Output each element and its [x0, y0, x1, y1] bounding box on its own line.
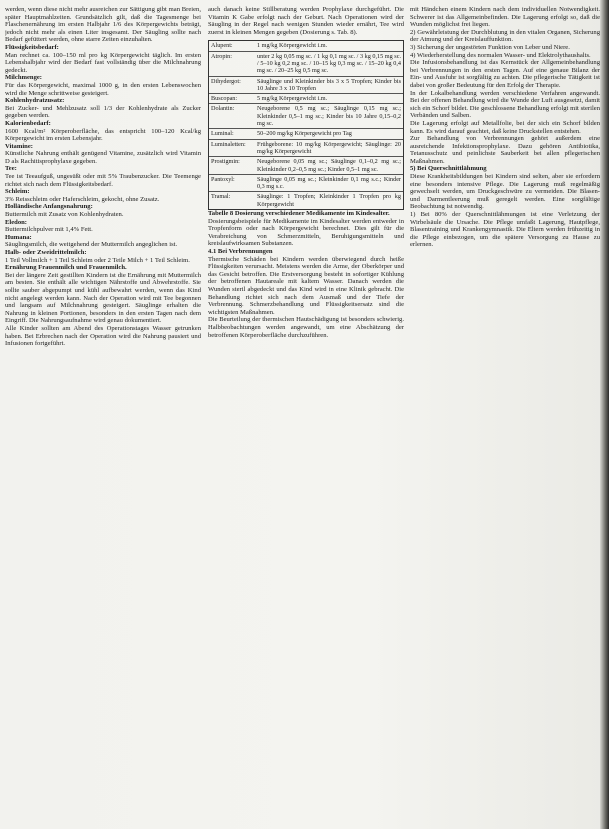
table-row: [209, 191, 403, 209]
section-heading: 4.1 Bei Verbrennungen: [208, 247, 273, 255]
dosage-cell: Säuglinge 0,05 mg sc.; Kleinkinder 0,1 mg s.c.; Kinder 0,3 mg s.c.: [257, 175, 401, 191]
dosage-cell: 50–200 mg/kg Körpergewicht pro Tag: [257, 130, 352, 138]
dosage-cell: Säuglinge: 1 Tropfen; Kleinkinder 1 Tropfen pro kg Körpergewicht: [257, 193, 401, 208]
section-heading: Vitamine:: [5, 142, 33, 150]
table-row: [209, 76, 403, 94]
paragraph: Die Lagerung erfolgt auf Metallfolie, bei der sich ein Schorf bilden kann. Es wird darauf geachtet, daß keine Druckstellen entstehen.: [410, 119, 600, 135]
dosage-cell: Säuglinge und Kleinkinder bis 3 x 5 Tropfen; Kinder bis 10 Jahre 3 x 10 Tropfen: [257, 77, 401, 92]
paragraph: 3) Sicherung der ungestörten Funktion von Leber und Niere.: [410, 43, 570, 51]
table-row: [209, 41, 403, 50]
paragraph: Bei Zucker- und Mehlzusatz soll 1/3 der Kohlenhydrate als Zucker gegeben werden.: [5, 104, 201, 120]
text-column-right: [410, 6, 600, 821]
dosage-cell: Neugeborene 0,05 mg sc.; Säuglinge 0,1–0,2 mg sc.; Kleinkinder 0,2–0,5 mg sc.; Kinder 0,5–1 mg sc.: [257, 158, 401, 173]
paragraph: 1600 Kcal/m² Körperoberfläche, das entspricht 100–120 Kcal/kg Körpergewicht im ersten Lebensjahr.: [5, 127, 201, 143]
page-binding-edge: [600, 0, 609, 829]
paragraph: Thermische Schäden bei Kindern werden überwiegend durch heiße Flüssigkeiten verursacht. Meistens werden die Arme, der Oberkörper und das Gesicht betroffen. Die Erstversorgung besteht in sofortiger Kühlung der betroffenen Hautareale mit kaltem Wasser. Danach werden die Wunden steril abgedeckt und das Kind wird in eine Klinik gebracht. Die Behandlung richtet sich nach dem Ausmaß und der Tiefe der Verbrennung. Schmerzbehandlung und Flüssigkeitsersatz sind die wichtigsten Maßnahmen.: [208, 255, 404, 316]
text-column-left: [5, 6, 201, 821]
paragraph: 4) Wiederherstellung des normalen Wasser- und Elektrolythaushalts.: [410, 51, 591, 59]
table-row: [209, 93, 403, 103]
paragraph: Buttermilch mit Zusatz von Kohlenhydraten.: [5, 211, 124, 219]
drug-name-cell: Luminaletten:: [211, 140, 246, 148]
drug-name-cell: Tramal:: [211, 193, 231, 201]
section-heading: Eledon:: [5, 218, 27, 226]
dosage-cell: Neugeborene 0,5 mg sc.; Säuglinge 0,15 mg sc.; Kleinkinder 0,5–1 mg sc.; Kinder bis 10 Jahre 0,15–0,2 mg sc.: [257, 105, 401, 128]
table-row: [209, 174, 403, 192]
paragraph: auch danach keine Stillberatung werden Prophylaxe durchgeführt. Die Vitamin K Gabe erfolgt nach der Geburt. Nach Operationen wird der Säugling in der Regel nach wenigen Stunden wieder ernährt, Tee wird zuerst in kleinen Mengen gegeben (Dosierung s. Tab. 8).: [208, 6, 404, 36]
section-heading: Halb- oder Zweidrittelmilch:: [5, 249, 87, 256]
paragraph: 3% Reisschleim oder Haferschleim, gekocht, ohne Zusatz.: [5, 195, 160, 203]
section-heading: Kalorienbedarf:: [5, 119, 51, 127]
paragraph: werden, wenn diese nicht mehr ausreichen zur Sättigung gibt man Breien, später Hauptmahlzeiten. Grundsätzlich gilt, daß die Tagesmenge bei Flaschenernährung im ersten Halbjahr 1/6 des Körpergewichts beträgt, jedoch nicht mehr als einen Liter insgesamt. Der Säugling sollte nach Bedarf gefüttert werden, ohne starre Zeiten einzuhalten.: [5, 6, 201, 44]
table-row: [209, 156, 403, 174]
dosage-cell: Frühgeborene: 10 mg/kg Körpergewicht; Säuglinge: 20 mg/kg Körpergewicht: [257, 140, 401, 155]
paragraph: Säuglingsmilch, die weitgehend der Muttermilch angeglichen ist.: [5, 241, 178, 249]
paragraph: Man rechnet ca. 100–150 ml pro kg Körpergewicht täglich. Im ersten Lebenshalbjahr wird der Bedarf fast vollständig über die Milchnahrung gedeckt.: [5, 51, 201, 74]
paragraph: Tee ist Teeaufguß, ungesüßt oder mit 5% Traubenzucker. Die Teemenge richtet sich nach dem Flüssigkeitsbedarf.: [5, 173, 201, 188]
drug-name-cell: Atropin:: [211, 52, 232, 60]
drug-name-cell: Pantoxyl:: [211, 175, 235, 183]
paragraph: Bei der längere Zeit gestillten Kindern ist die Ernährung mit Muttermilch am besten. Sie enthält alle wichtigen Nährstoffe und Abwehrstoffe. Sie sollte sauber abgepumpt und kühl aufbewahrt werden, wenn das Kind nicht angelegt werden kann. Nach der Operation wird mit Tee begonnen und langsam auf Milchnahrung gesteigert. Säuglinge erhalten die Nahrung in kleinen Portionen, besonders in den ersten Tagen nach dem Eingriff. Die Nahrungsaufnahme wird genau dokumentiert.: [5, 271, 201, 325]
section-heading: Schleim:: [5, 188, 30, 196]
drug-name-cell: Luminal:: [211, 130, 234, 138]
section-heading: Flüssigkeitsbedarf:: [5, 43, 59, 51]
section-heading: Milchmenge:: [5, 74, 42, 82]
table-row: [209, 51, 403, 76]
section-heading: Kohlenhydratzusatz:: [5, 97, 65, 105]
paragraph: 1 Teil Vollmilch + 1 Teil Schleim oder 2 Teile Milch + 1 Teil Schleim.: [5, 256, 190, 264]
paragraph: Für das Körpergewicht, maximal 1000 g, in den ersten Lebenswochen wird die Menge schrittweise gesteigert.: [5, 81, 201, 97]
drug-name-cell: Dihydergot:: [211, 77, 241, 85]
drug-name-cell: Alupent:: [211, 42, 233, 50]
section-heading: Holländische Anfangsnahrung:: [5, 203, 93, 211]
paragraph: Buttermilchpulver mit 1,4% Fett.: [5, 226, 93, 234]
dosage-table: [208, 40, 404, 210]
drug-name-cell: Buscopan:: [211, 95, 238, 103]
drug-name-cell: Prostigmin:: [211, 158, 240, 166]
text-column-middle: [208, 6, 404, 821]
dosage-cell: 1 mg/kg Körpergewicht i.m.: [257, 42, 328, 50]
dosage-cell: unter 2 kg 0,05 mg sc. / 1 kg 0,1 mg sc. / 3 kg 0,15 mg sc. / 5–10 kg 0,2 mg sc. / 10–15 kg 0,3 mg sc. / 15–20 kg 0,4 mg sc. / 20–25 kg 0,5 mg sc.: [257, 52, 401, 75]
paragraph: Die Beurteilung der thermischen Hautschädigung ist besonders schwierig. Halbbeobachtungen werden angewandt, um eine Abschätzung der betroffenen Körperoberfläche durchzuführen.: [208, 316, 404, 339]
paragraph: 1) Bei 80% der Querschnittlähmungen ist eine Verletzung der Wirbelsäule die Ursache. Die Pflege umfaßt Lagerung, Hautpflege, Blasentraining und Krankengymnastik. Die Eltern werden frühzeitig in die Pflege einbezogen, um die spätere Versorgung zu Hause zu erlernen.: [410, 211, 600, 249]
table-caption: Tabelle 8 Dosierung verschiedener Medikamente im Kindesalter.: [208, 210, 390, 218]
paragraph: Künstliche Nahrung enthält genügend Vitamine, zusätzlich wird Vitamin D als Rachitisprophylaxe gegeben.: [5, 150, 201, 165]
section-heading: Tee:: [5, 165, 17, 173]
drug-name-cell: Dolantin:: [211, 105, 235, 113]
section-heading: Humana:: [5, 233, 32, 241]
table-row: [209, 139, 403, 157]
paragraph: mit Händchen einem Kindern nach dem individuellen Notwendigkeit. Schwerer ist das Allgemeinbefinden. Die Lagerung erfolgt so, daß die Wunden möglichst frei liegen.: [410, 6, 600, 29]
section-heading: 5) Bei Querschnittlähmung: [410, 165, 487, 173]
paragraph: 2) Gewährleistung der Durchblutung in den vitalen Organen, Sicherung der Atmung und der Kreislauffunktion.: [410, 28, 600, 44]
paragraph: Dosierungsbeispiele für Medikamente im Kindesalter werden entweder in Tropfenform oder nach Körpergewicht berechnet. Dies gilt für die Verabreichung von Schmerzmitteln, Beruhigungsmitteln und kreislaufwirksamen Substanzen.: [208, 217, 404, 248]
paragraph: Zur Behandlung von Verbrennungen gehört außerdem eine ausreichende Infektionsprophylaxe. Dazu gehören Antibiotika, Tetanusschutz und peinlichste Sauberkeit bei allen pflegerischen Maßnahmen.: [410, 135, 600, 165]
paragraph: Die Infusionsbehandlung ist das Kernstück der Allgemeinbehandlung bei Verbrennungen in den ersten Tagen. Auf eine genaue Bilanz der Ein- und Ausfuhr ist sorgfältig zu achten. Die pflegerische Tätigkeit ist dabei von großer Bedeutung für den Erfolg der Therapie.: [410, 59, 600, 89]
text-column-middle-bottom: [208, 218, 404, 340]
section-heading: Ernährung Frauenmilch und Frauenmilch.: [5, 264, 127, 272]
table-row: [209, 103, 403, 128]
paragraph: Diese Krankheitsbildungen bei Kindern sind selten, aber sie erfordern eine besonders intensive Pflege. Die Lagerung muß regelmäßig gewechselt werden, um Druckgeschwüre zu vermeiden. Die Blasen- und Darmentleerung muß geregelt werden. Eine sorgfältige Beobachtung ist notwendig.: [410, 173, 600, 211]
dosage-cell: 5 mg/kg Körpergewicht i.m.: [257, 95, 328, 103]
paragraph: In der Lokalbehandlung werden verschiedene Verfahren angewandt. Bei der offenen Behandlung wird die Wunde der Luft ausgesetzt, damit sich ein Schorf bildet. Die geschlossene Behandlung erfolgt mit sterilen Verbänden und Salben.: [410, 89, 600, 120]
paragraph: Alle Kinder sollten am Abend des Operationstages Wasser getrunken haben. Bei Erbrechen nach der Operation wird die Nahrung pausiert und Infusionen fortgeführt.: [5, 324, 201, 348]
table-row: [209, 128, 403, 138]
